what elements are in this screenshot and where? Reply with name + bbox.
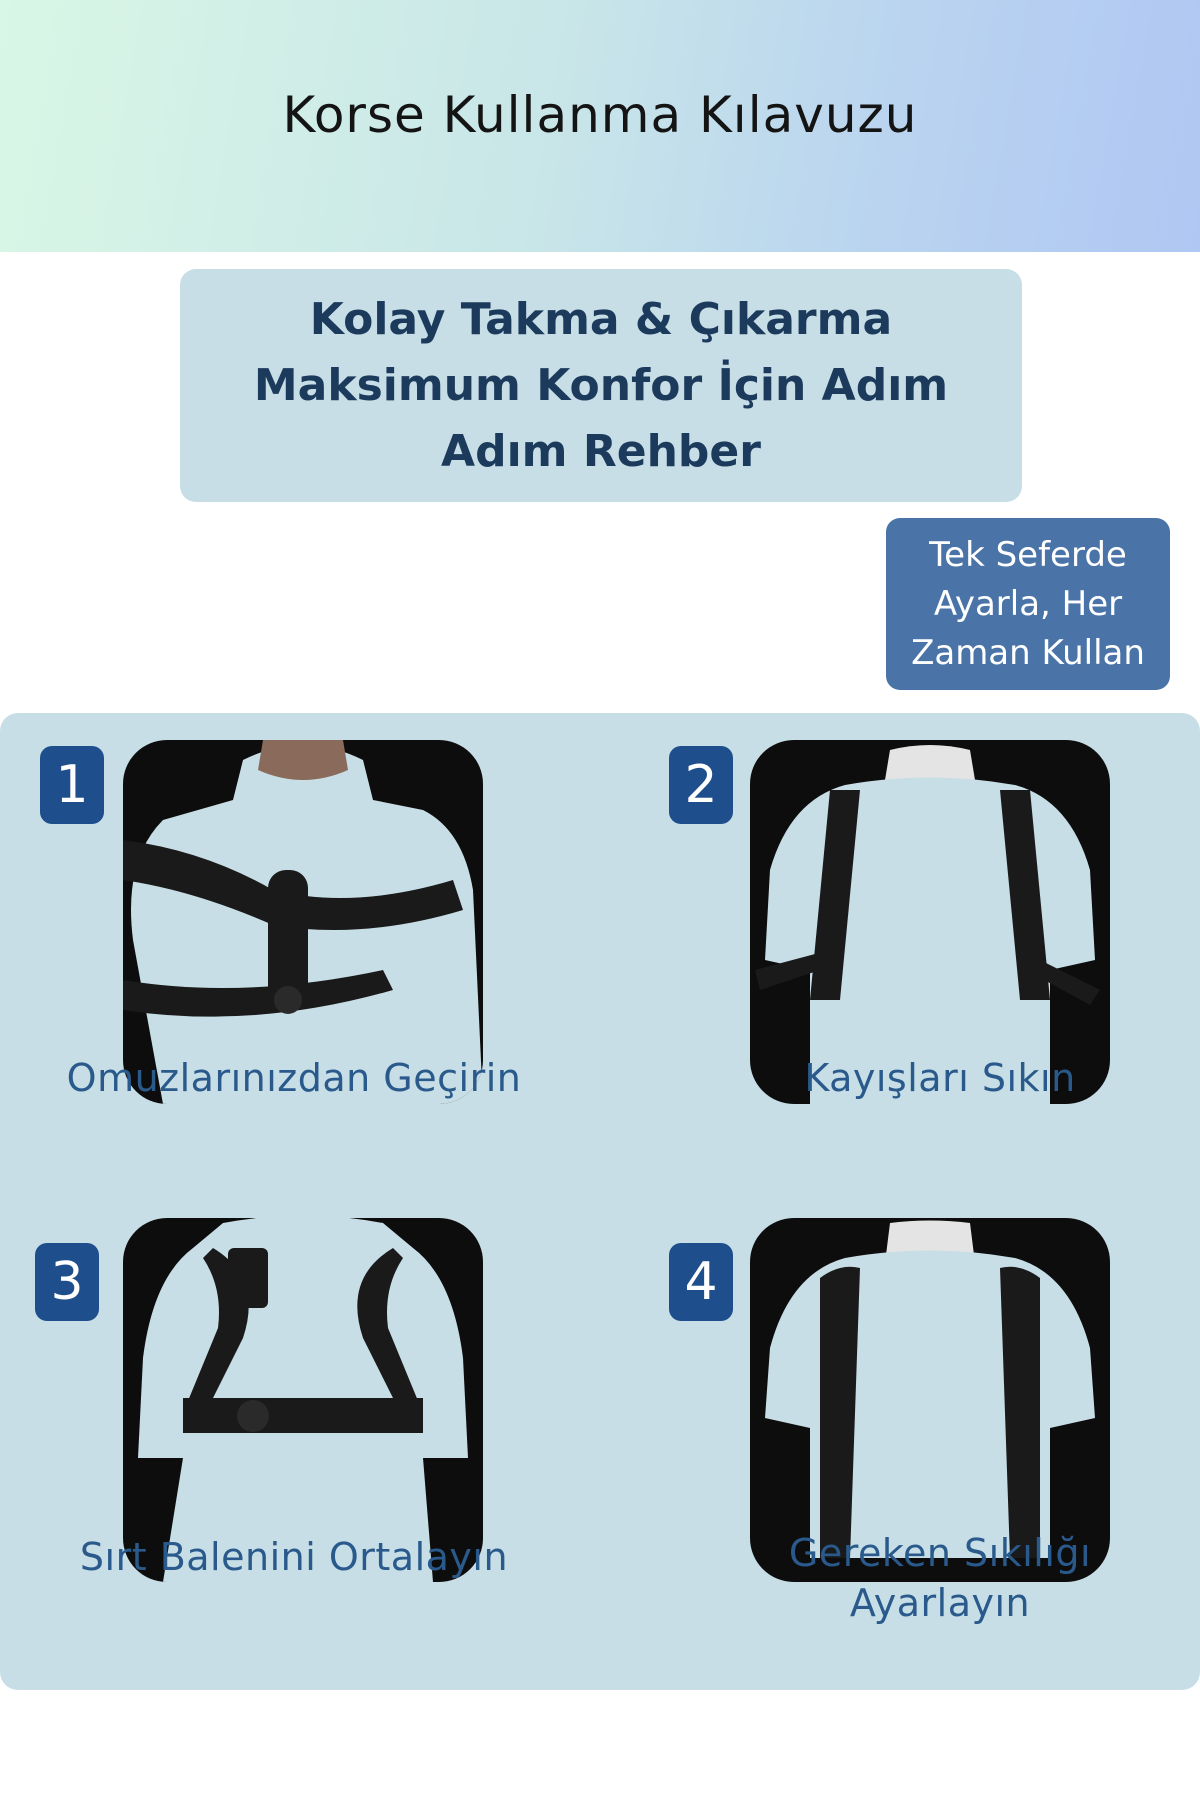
step-4-label-line-2: Ayarlayın [849,1581,1031,1625]
step-4-label [690,1528,1190,1628]
step-3-number-badge [35,1243,99,1321]
step-2-illustration [750,740,1110,1104]
step-1-number: 1 [55,755,89,815]
step-1-illustration [123,740,483,1104]
page-title: Korse Kullanma Kılavuzu [282,86,918,144]
badge-line-3: Zaman Kullan [911,632,1145,673]
steps-panel [0,713,1200,1690]
step-2-label: Kayışları Sıkın [804,1056,1076,1100]
subtitle-line-3: Adım Rehber [441,425,761,477]
subtitle-line-1: Kolay Takma & Çıkarma [309,293,893,345]
step-3-illustration [123,1218,483,1582]
step-4-label-line-1: Gereken Sıkılığı [788,1531,1092,1575]
step-2-number-badge [669,746,733,824]
subtitle-box [180,269,1022,502]
badge-line-2: Ayarla, Her [933,583,1123,624]
step-1-number-badge [40,746,104,824]
subtitle-line-2: Maksimum Konfor İçin Adım [253,359,949,411]
badge-line-1: Tek Seferde [929,534,1127,575]
step-2-number: 2 [684,755,718,815]
header-banner [0,0,1200,252]
step-3-number: 3 [50,1252,84,1312]
step-4-number: 4 [684,1252,718,1312]
step-3-label: Sırt Balenini Ortalayın [79,1535,509,1579]
info-badge [886,518,1170,690]
step-4-number-badge [669,1243,733,1321]
step-1-label: Omuzlarınızdan Geçirin [66,1056,522,1100]
